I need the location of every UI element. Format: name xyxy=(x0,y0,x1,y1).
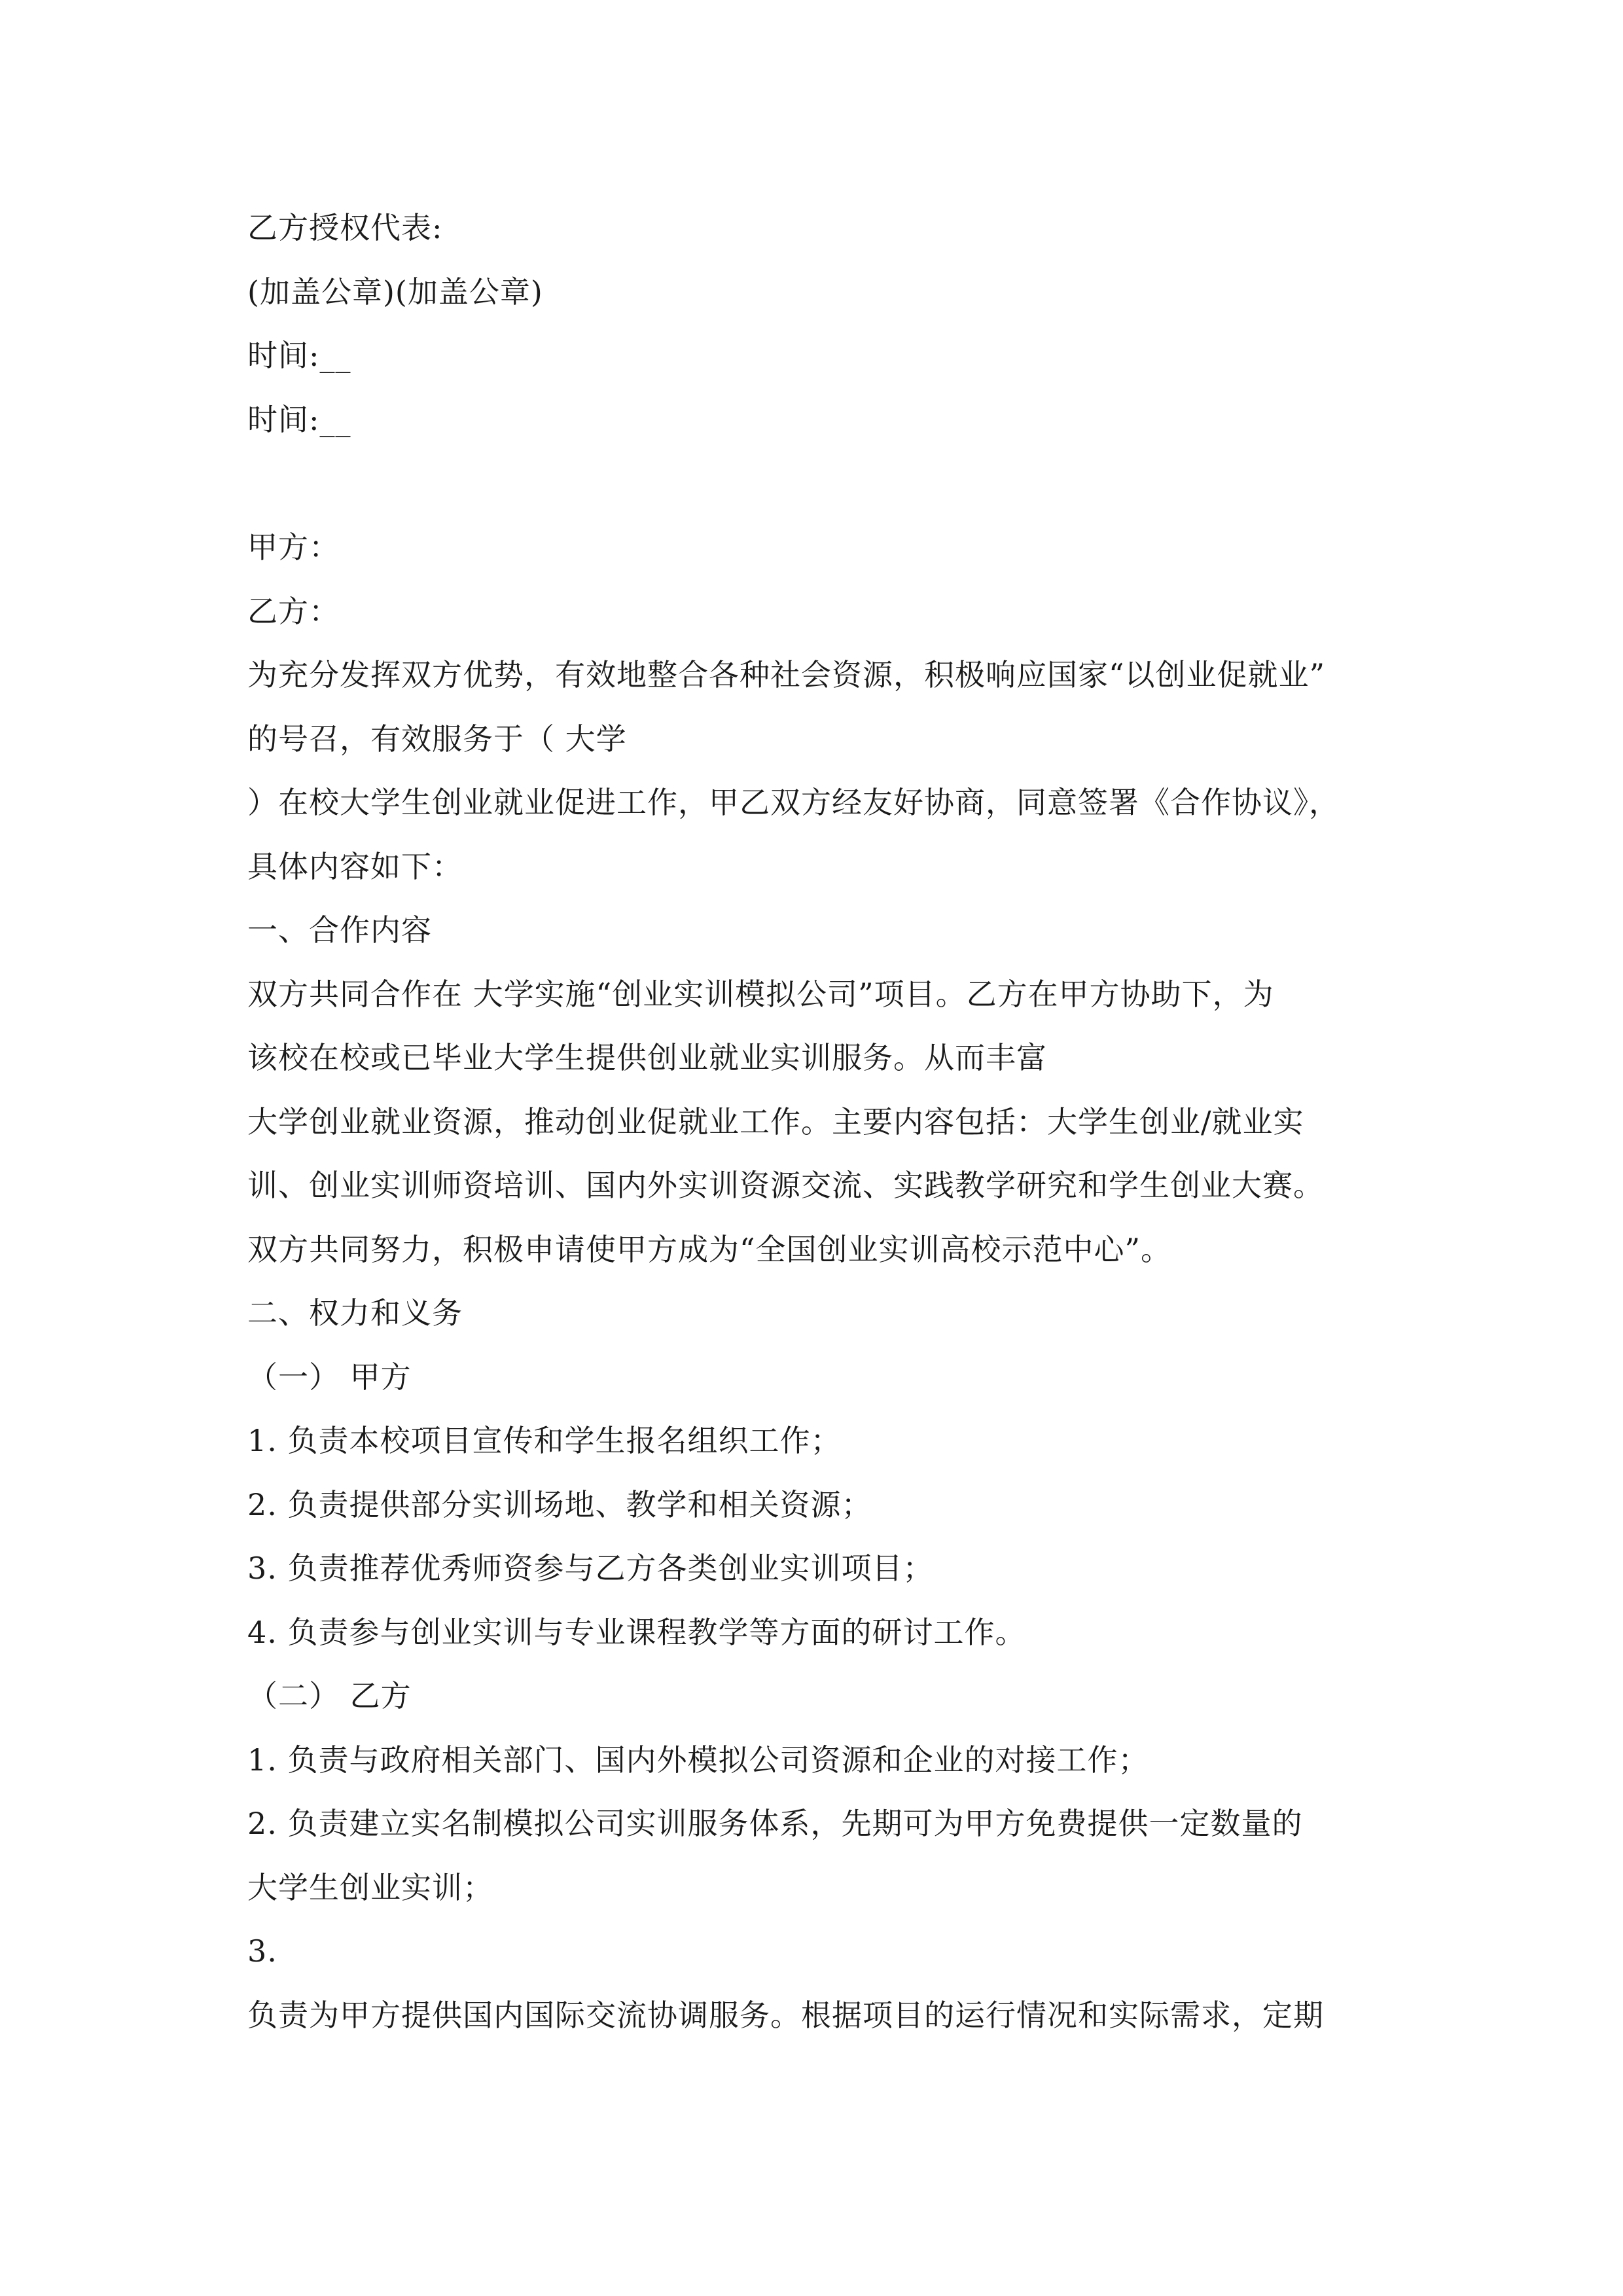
party-b-representative-label: 乙方授权代表: xyxy=(247,210,443,245)
section1-line: 大学创业就业资源，推动创业促就业工作。主要内容包括：大学生创业/就业实 xyxy=(247,1104,1304,1139)
intro-line: 具体内容如下： xyxy=(247,849,463,884)
subsection-heading-party-b: （二） 乙方 xyxy=(247,1678,412,1713)
party-a-item: 2. 负责提供部分实训场地、教学和相关资源； xyxy=(247,1487,872,1522)
intro-line: 的号召，有效服务于（ 大学 xyxy=(247,721,627,757)
intro-line: ）在校大学生创业就业促进工作，甲乙双方经友好协商，同意签署《合作协议》， xyxy=(247,785,1340,820)
section1-line: 双方共同努力，积极申请使甲方成为“全国创业实训高校示范中心”。 xyxy=(247,1232,1172,1267)
intro-line: 为充分发挥双方优势，有效地整合各种社会资源，积极响应国家“以创业促就业” xyxy=(247,657,1326,692)
party-b-item: 3. xyxy=(247,1933,277,1969)
party-b-item: 大学生创业实训； xyxy=(247,1870,493,1905)
party-a-item: 1. 负责本校项目宣传和学生报名组织工作； xyxy=(247,1423,842,1458)
party-b-item: 1. 负责与政府相关部门、国内外模拟公司资源和企业的对接工作； xyxy=(247,1742,1149,1778)
party-a-label: 甲方： xyxy=(247,529,340,565)
party-b-item: 2. 负责建立实名制模拟公司实训服务体系，先期可为甲方免费提供一定数量的 xyxy=(247,1806,1303,1841)
party-b-item: 负责为甲方提供国内国际交流协调服务。根据项目的运行情况和实际需求，定期 xyxy=(247,1998,1324,2033)
party-a-item: 3. 负责推荐优秀师资参与乙方各类创业实训项目； xyxy=(247,1551,934,1586)
subsection-heading-party-a: （一） 甲方 xyxy=(247,1359,412,1395)
section-heading-cooperation: 一、合作内容 xyxy=(247,912,432,948)
section1-line: 该校在校或已毕业大学生提供创业就业实训服务。从而丰富 xyxy=(247,1040,1047,1075)
section-heading-rights: 二、权力和义务 xyxy=(247,1295,463,1331)
time-field-1: 时间:__ xyxy=(247,338,351,373)
party-a-item: 4. 负责参与创业实训与专业课程教学等方面的研讨工作。 xyxy=(247,1615,1026,1650)
section1-line: 训、创业实训师资培训、国内外实训资源交流、实践教学研究和学生创业大赛。 xyxy=(247,1168,1324,1203)
party-b-label: 乙方： xyxy=(247,594,340,629)
section1-line: 双方共同合作在 大学实施“创业实训模拟公司”项目。乙方在甲方协助下，为 xyxy=(247,977,1274,1012)
time-field-2: 时间:__ xyxy=(247,402,351,437)
seal-note: (加盖公章)(加盖公章) xyxy=(247,274,543,310)
